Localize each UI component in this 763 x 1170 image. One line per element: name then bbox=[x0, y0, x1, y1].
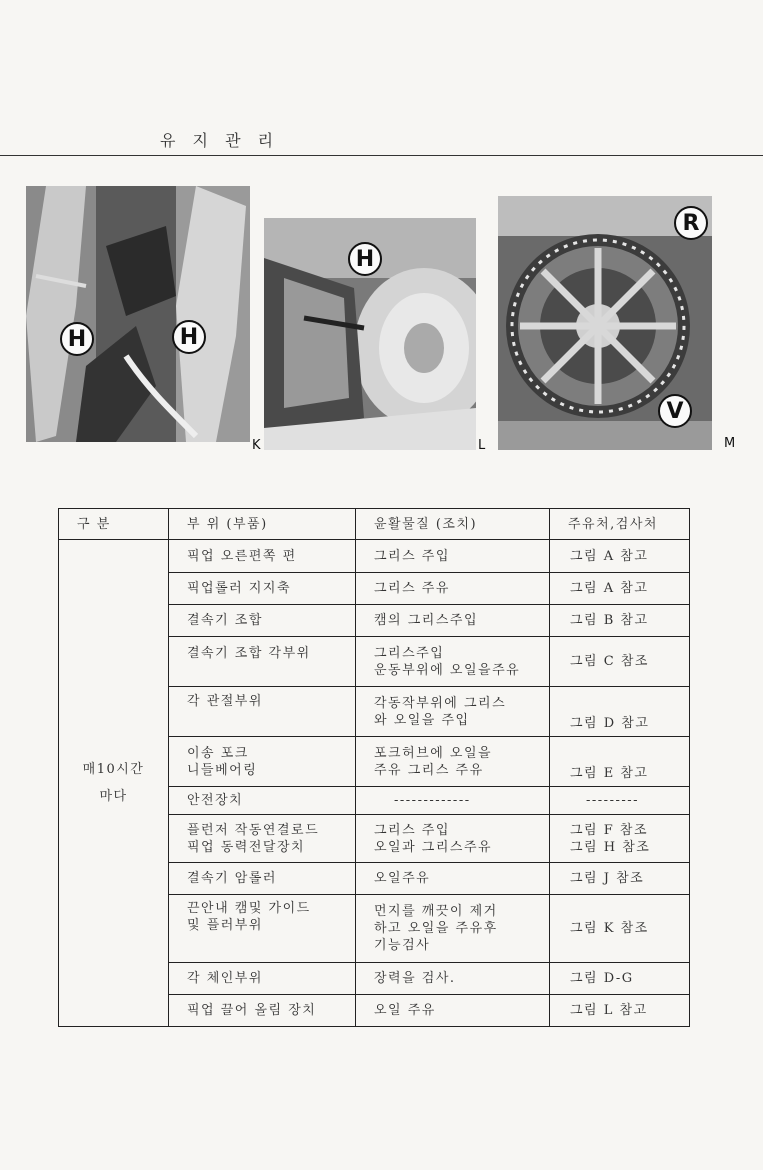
lube-cell bbox=[356, 687, 550, 737]
ref-cell: 그림 A 참고 bbox=[550, 540, 690, 573]
callout-h-center: H bbox=[348, 242, 382, 276]
lube-cell: 그리스 주유 bbox=[356, 573, 550, 605]
lube-cell bbox=[356, 737, 550, 787]
header-lubricant: 윤활물질 (조치) bbox=[356, 509, 550, 540]
part-line: 및 플러부위 bbox=[187, 918, 263, 933]
ref-cell: 그림 D 참고 bbox=[550, 687, 690, 737]
page-title: 유 지 관 리 bbox=[160, 131, 280, 150]
lube-line: 오일과 그리스주유 bbox=[374, 839, 493, 855]
part-cell: 픽업 끌어 올림 장치 bbox=[169, 995, 356, 1027]
lube-line: 하고 오일을 주유후 bbox=[374, 921, 498, 936]
photo-l-label: L bbox=[478, 438, 486, 453]
part-cell: 결속기 암롤러 bbox=[169, 863, 356, 895]
ref-cell: 그림 E 참고 bbox=[550, 737, 690, 787]
lube-cell bbox=[356, 895, 550, 963]
callout-r: R bbox=[674, 206, 708, 240]
part-cell: 픽업롤러 지지축 bbox=[169, 573, 356, 605]
ref-cell bbox=[550, 815, 690, 863]
lube-line: 와 오일을 주입 bbox=[374, 712, 470, 728]
lube-cell: 그리스 주입 bbox=[356, 540, 550, 573]
ref-cell: 그림 J 참조 bbox=[550, 863, 690, 895]
lube-cell: ------------- bbox=[356, 787, 550, 815]
callout-v: V bbox=[658, 394, 692, 428]
lube-cell: 오일주유 bbox=[356, 863, 550, 895]
maintenance-table bbox=[58, 508, 690, 1027]
lube-line: 운동부위에 오일을주유 bbox=[374, 662, 521, 678]
part-line: 끈안내 캠및 가이드 bbox=[187, 901, 311, 916]
part-cell: 결속기 조합 각부위 bbox=[169, 637, 356, 687]
table-header-row bbox=[59, 509, 690, 540]
lube-line: 각동작부위에 그리스 bbox=[374, 695, 507, 711]
callout-h-right: H bbox=[172, 320, 206, 354]
part-line: 플런저 작동연결로드 bbox=[187, 822, 320, 838]
part-cell bbox=[169, 815, 356, 863]
part-cell bbox=[169, 895, 356, 963]
part-line: 이송 포크 bbox=[187, 745, 249, 761]
lube-cell bbox=[356, 637, 550, 687]
photo-k bbox=[26, 186, 250, 442]
part-cell: 결속기 조합 bbox=[169, 605, 356, 637]
ref-cell: 그림 K 참조 bbox=[550, 895, 690, 963]
header-reference: 주유처,검사처 bbox=[550, 509, 690, 540]
lube-line: 먼지를 깨끗이 제거 bbox=[374, 904, 498, 919]
ref-cell: 그림 L 참고 bbox=[550, 995, 690, 1027]
photo-k-label: K bbox=[252, 438, 261, 453]
part-cell bbox=[169, 737, 356, 787]
lube-line: 포크허브에 오일을 bbox=[374, 745, 493, 761]
lube-cell: 장력을 검사. bbox=[356, 963, 550, 995]
table-row bbox=[59, 540, 690, 573]
part-cell: 안전장치 bbox=[169, 787, 356, 815]
ref-cell: 그림 A 참고 bbox=[550, 573, 690, 605]
lube-line: 그리스 주입 bbox=[374, 822, 450, 838]
photo-m-label: M bbox=[724, 436, 736, 451]
photo-l bbox=[264, 218, 476, 450]
ref-line: 그림 H 참조 bbox=[570, 839, 651, 855]
photo-m bbox=[498, 196, 712, 450]
part-line: 픽업 동력전달장치 bbox=[187, 839, 306, 855]
ref-cell: 그림 D-G bbox=[550, 963, 690, 995]
lube-line: 주유 그리스 주유 bbox=[374, 762, 484, 778]
part-cell: 각 관절부위 bbox=[169, 687, 356, 737]
ref-line: 그림 F 참조 bbox=[570, 822, 649, 838]
period-cell bbox=[59, 540, 169, 1027]
header-category: 구 분 bbox=[59, 509, 169, 540]
ref-cell: --------- bbox=[550, 787, 690, 815]
header-part: 부 위 (부품) bbox=[169, 509, 356, 540]
part-cell: 각 체인부위 bbox=[169, 963, 356, 995]
lube-line: 그리스주입 bbox=[374, 645, 445, 661]
callout-h-left: H bbox=[60, 322, 94, 356]
ref-cell: 그림 B 참고 bbox=[550, 605, 690, 637]
lube-cell: 오일 주유 bbox=[356, 995, 550, 1027]
ref-cell: 그림 C 참조 bbox=[550, 637, 690, 687]
photo-k-image bbox=[26, 186, 250, 442]
header-divider bbox=[0, 155, 763, 156]
period-line-1: 매10시간 bbox=[82, 762, 145, 777]
lube-cell: 캠의 그리스주입 bbox=[356, 605, 550, 637]
part-line: 니들베어링 bbox=[187, 762, 258, 778]
part-cell: 픽업 오른편쪽 편 bbox=[169, 540, 356, 573]
lube-line: 기능검사 bbox=[374, 938, 431, 953]
period-line-2: 마다 bbox=[99, 789, 128, 804]
lube-cell bbox=[356, 815, 550, 863]
